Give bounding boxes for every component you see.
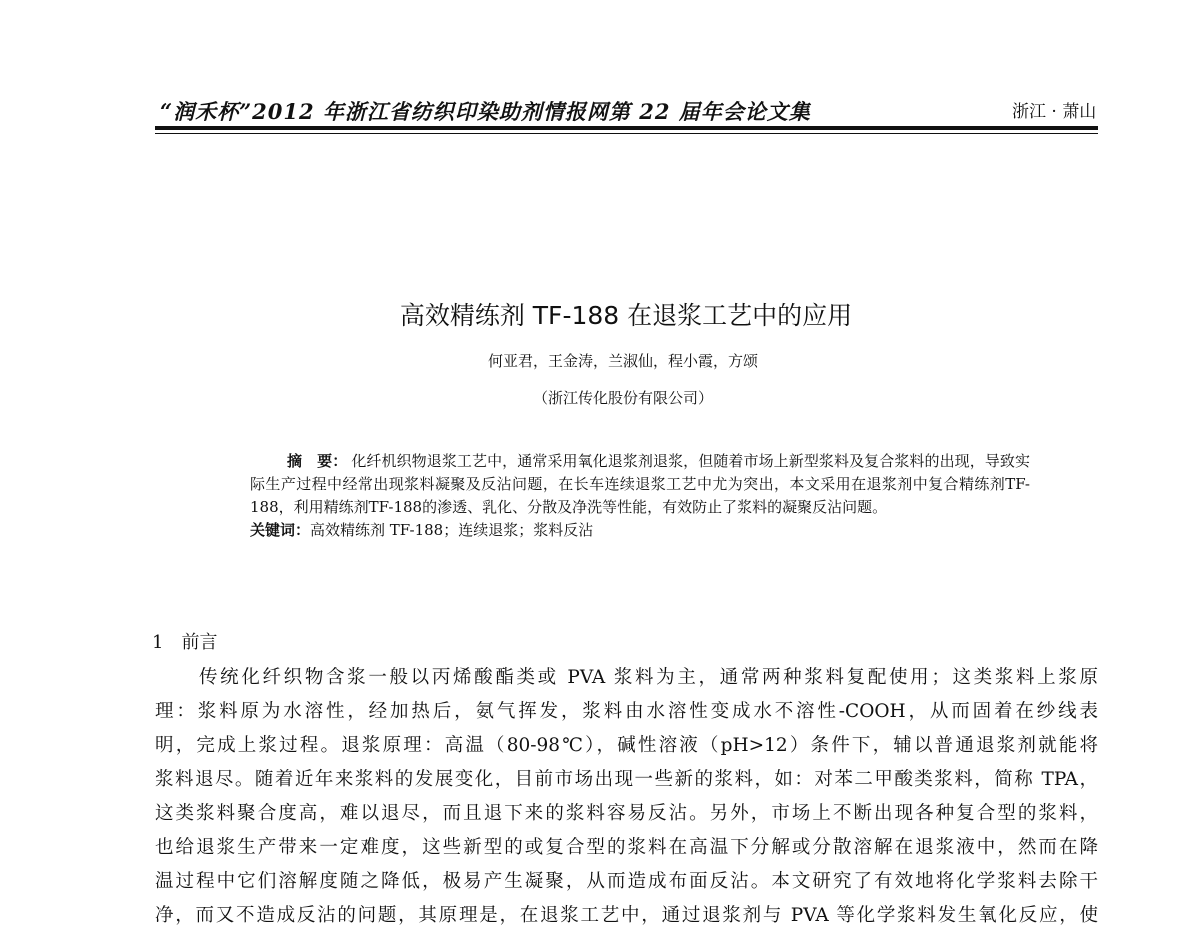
body-line: 也给退浆生产带来一定难度，这些新型的或复合型的浆料在高温下分解或分散溶解在退浆液中，然而在降 — [155, 837, 1098, 858]
paper-affiliation: （浙江传化股份有限公司） — [532, 389, 713, 407]
paper-title: 高效精练剂 TF-188 在退浆工艺中的应用 — [399, 301, 853, 330]
keywords-line — [250, 519, 1030, 542]
header-rule-thick — [155, 126, 1098, 130]
abstract-label: 摘 要： — [287, 452, 348, 470]
abstract-text: 化纤机织物退浆工艺中，通常采用氧化退浆剂退浆，但随着市场上新型浆料及复合浆料的出现，导致实际生产过程中经常出现浆料凝聚及反沾问题，在长车连续退浆工艺中尤为突出，本文采用在退浆剂中复合精练剂TF-188，利用精练剂TF-188的渗透、乳化、分散及净洗等性能，有效防止了浆料的凝聚反沾问题。 — [250, 452, 1030, 516]
body-line: 浆料退尽。随着近年来浆料的发展变化，目前市场出现一些新的浆料，如：对苯二甲酸类浆料，简称 TPA， — [155, 769, 1098, 790]
section-heading — [152, 628, 217, 654]
header-rule-thin — [155, 133, 1098, 134]
body-line: 明，完成上浆过程。退浆原理：高温（80-98℃），碱性溶液（pH>12）条件下，辅以普通退浆剂就能将 — [155, 735, 1098, 756]
abstract — [250, 450, 1030, 542]
running-header-location: 浙江 · 萧山 — [1012, 102, 1097, 122]
body-line: 净，而又不造成反沾的问题，其原理是，在退浆工艺中，通过退浆剂与 PVA 等化学浆料发生氧化反应，使 — [155, 905, 1098, 926]
abstract-paragraph — [250, 450, 1030, 519]
body-line: 传统化纤织物含浆一般以丙烯酸酯类或 PVA 浆料为主，通常两种浆料复配使用；这类浆料上浆原 — [199, 667, 1098, 688]
section-title: 前言 — [181, 632, 218, 653]
body-line: 这类浆料聚合度高，难以退尽，而且退下来的浆料容易反沾。另外，市场上不断出现各种复合型的浆料， — [155, 803, 1098, 824]
paper-authors: 何亚君，王金涛，兰淑仙，程小霞，方颂 — [487, 352, 758, 370]
section-number: 1 — [152, 632, 164, 653]
body-line: 理：浆料原为水溶性，经加热后，氨气挥发，浆料由水溶性变成水不溶性-COOH，从而固着在纱线表 — [155, 701, 1098, 722]
running-header-title: “润禾杯”2012 年浙江省纺织印染助剂情报网第 22 届年会论文集 — [160, 99, 811, 124]
keywords-text: 高效精练剂 TF-188；连续退浆；浆料反沾 — [310, 521, 594, 539]
body-line: 温过程中它们溶解度随之降低，极易产生凝聚，从而造成布面反沾。本文研究了有效地将化学浆料去除干 — [155, 871, 1098, 892]
keywords-label: 关键词： — [250, 521, 311, 539]
